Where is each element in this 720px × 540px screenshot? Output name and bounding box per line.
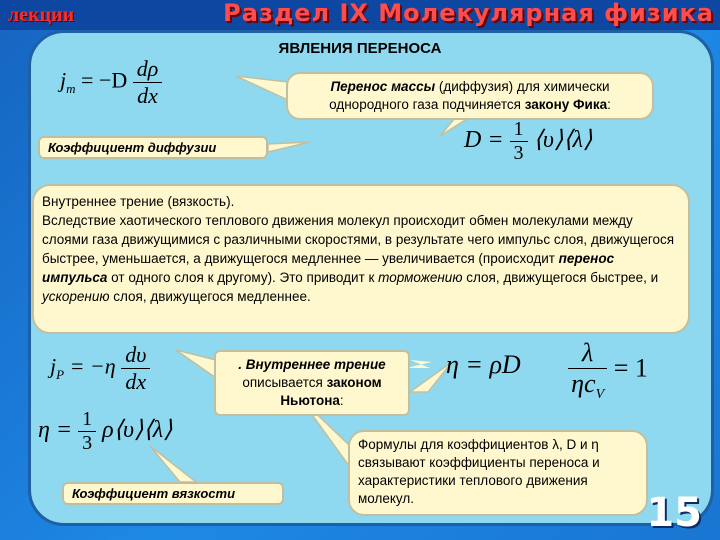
fick-law-term: закону Фика [524,97,608,112]
fick-law-formula [60,56,162,109]
formula-numerator: dρ [133,56,163,83]
viscosity-heading: Внутреннее трение (вязкость). [42,194,235,209]
section-title: Раздел IX Молекулярная физика [223,0,714,27]
newton-law-formula [50,342,150,395]
viscosity-text: Вследствие хаотического теплового движения молекул происходит обмен молекулами между слоями газа движущимися с различными скоростями, в результате чего импульс слоя, движущегося быстрее, уменьшается, а движущегося медленнее — увеличивается (происходит [42,213,675,266]
newton-callout [214,350,410,416]
formula-lhs: j [60,67,67,93]
callout-punct: : [607,97,611,112]
newton-callout-punct: : [339,393,344,408]
formula-lhs: η = [38,417,73,444]
eta-rho-d-formula: η = ρD [446,350,521,379]
slide-title: ЯВЛЕНИЯ ПЕРЕНОСА [278,40,442,57]
diffusion-callout [286,72,654,120]
braking-term: торможению [378,270,463,285]
summary-callout: Формулы для коэффициентов λ, D и η связывают коэффициенты переноса и характеристики теплового движения молекул. [348,430,648,516]
formula-denominator: dx [125,369,147,394]
ratio-den-sub: V [595,387,605,403]
mass-transfer-term: Перенос массы [330,79,436,94]
viscosity-text: от одного слоя к другому). Это приводит к [107,270,379,285]
newton-law-term: законом Ньютона [280,375,382,408]
formula-brackets: ρ⟨υ⟩⟨λ⟩ [102,417,173,444]
momentum-transfer-term: перенос импульса [42,251,615,285]
callout-text: (диффузия) для химически однородного газа подчиняется [329,79,610,112]
diffusion-coefficient-formula [464,118,592,165]
acceleration-term: ускорению [42,289,110,304]
formula-rhs: = −D [81,67,128,93]
formula-numerator: λ [568,338,607,369]
internal-friction-term: . Внутреннее трение [238,357,386,372]
formula-denominator: dx [137,83,158,108]
formula-numerator: dυ [121,342,150,369]
formula-lhs: j [50,353,57,379]
viscosity-text: слоя, движущегося медленнее. [109,289,311,304]
diffusion-coefficient-label: Коэффициент диффузии [38,136,268,159]
viscosity-text-block [32,184,690,334]
formula-numerator: 1 [510,118,528,142]
formula-sub: m [66,80,76,96]
formula-denominator: 3 [513,142,524,164]
formula-denominator: 3 [82,432,93,454]
formula-rhs: = 1 [613,353,648,383]
viscosity-coefficient-formula [38,408,173,455]
ratio-formula [568,338,648,403]
viscosity-coefficient-label: Коэффициент вязкости [62,482,284,505]
viscosity-text: слоя, движущегося быстрее, и [462,270,659,285]
formula-rhs: = −η [69,353,116,379]
formula-numerator: 1 [78,408,96,432]
page-number: 15 [646,490,702,536]
ratio-den-text: ηc [571,369,596,398]
formula-denominator [568,369,607,403]
formula-brackets: ⟨υ⟩⟨λ⟩ [533,127,593,154]
formula-lhs: D = [464,127,504,154]
formula-sub: P [56,366,65,382]
newton-callout-text: описывается [242,375,327,390]
lectures-link[interactable]: лекции [8,4,75,26]
